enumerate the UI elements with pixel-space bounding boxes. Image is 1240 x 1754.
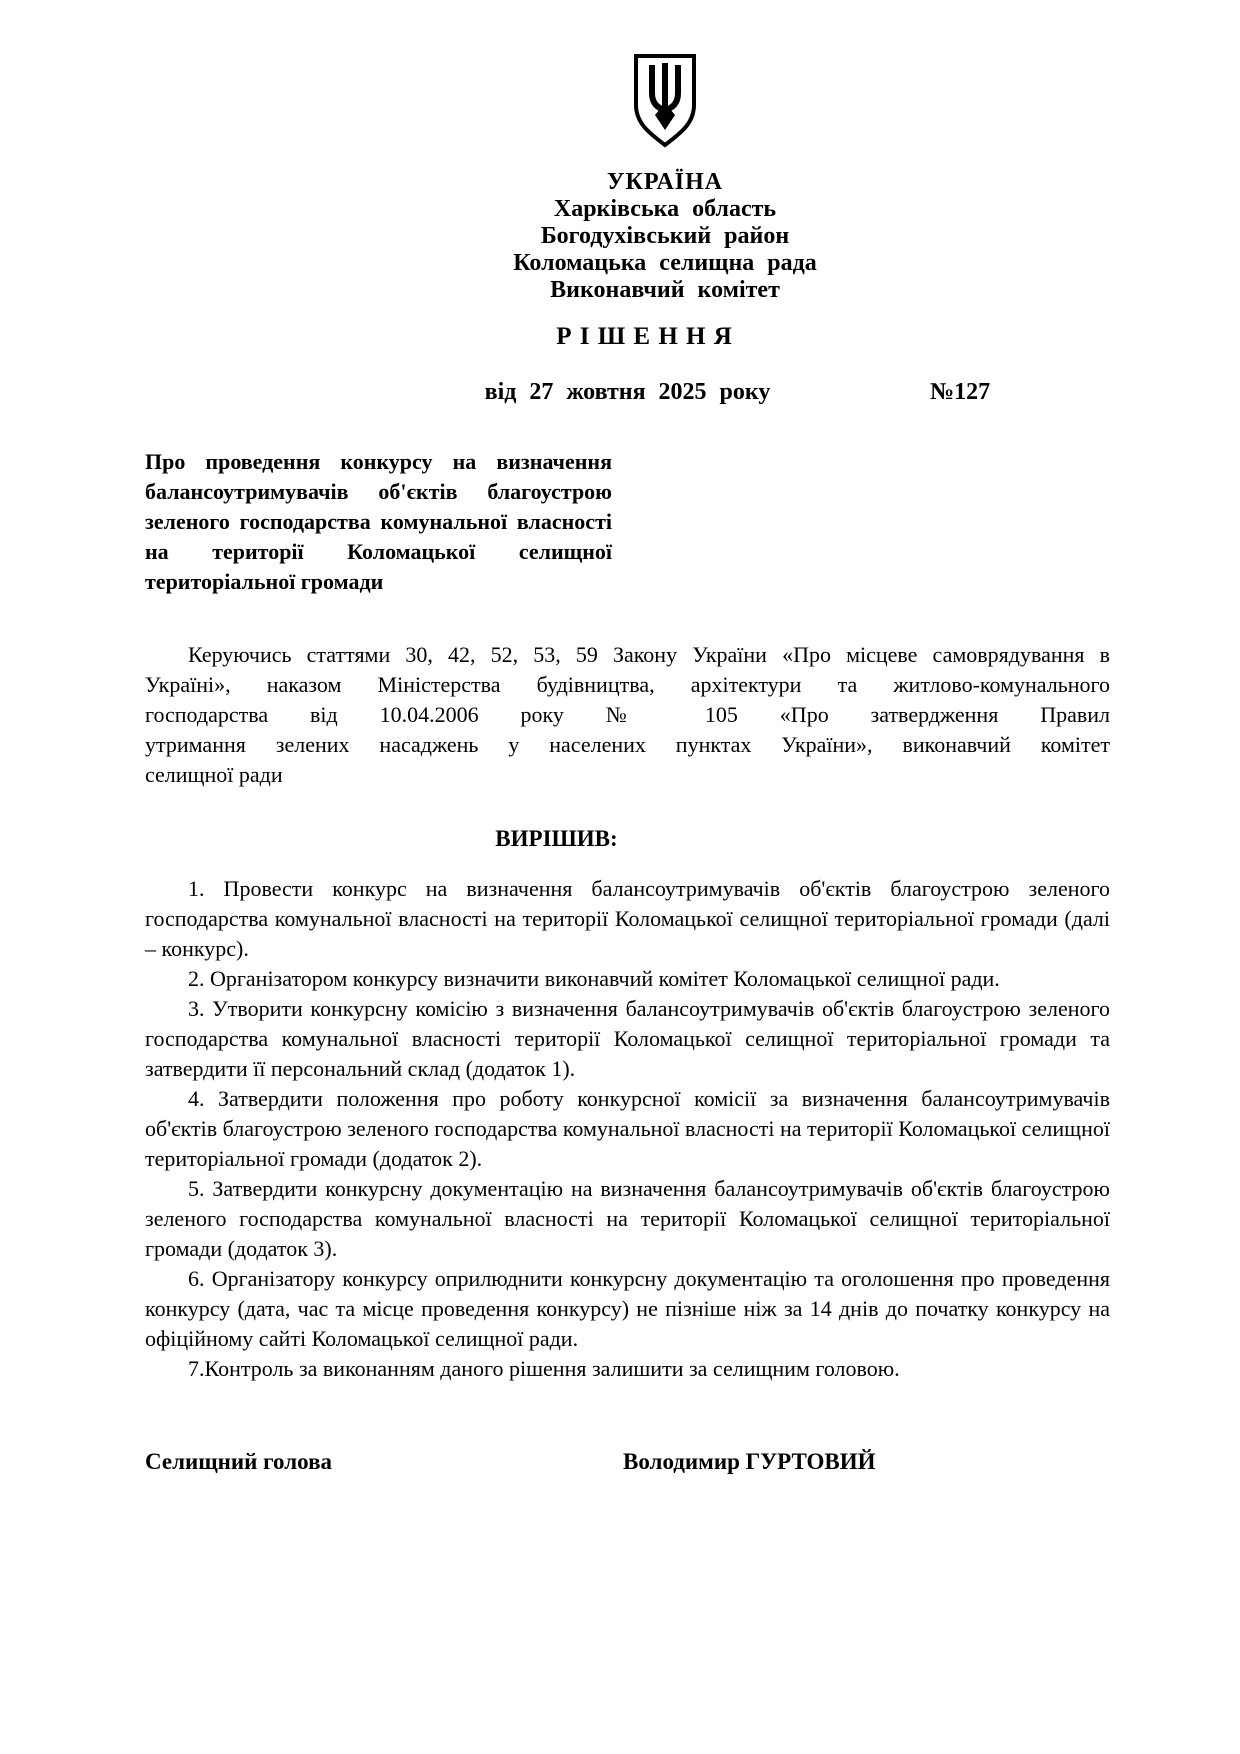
preamble-line: Керуючись статтями 30, 42, 52, 53, 59 Закону України «Про місцеве самоврядування в [188,642,1110,667]
resolution-item: 4. Затвердити положення про роботу конкурсної комісії за визначення балансоутримувачів об'єктів благоустрою зеленого господарства комунальної власності на території Коломацької селищної територіальної громади (додаток 2). [145,1086,1110,1171]
doc-number: №127 [930,379,991,405]
ukraine-trident-emblem-icon [632,53,698,149]
emblem-container [145,53,1110,153]
resolution-item: 5. Затвердити конкурсну документацію на визначення балансоутримувачів об'єктів благоустрою зеленого господарства комунальної власності на території Коломацької селищної територіальної громади (додаток 3). [145,1176,1110,1261]
preamble-line: селищної ради [145,762,283,787]
signature-position: Селищний голова [145,1449,332,1474]
resolution-item: 2. Організатором конкурсу визначити виконавчий комітет Коломацької селищної ради. [188,966,1000,991]
preamble-line: господарства від 10.04.2006 року № 105 «Про затвердження Правил [145,702,1110,727]
preamble-line: Україні», наказом Міністерства будівництва, архітектури та житлово-комунального [145,672,1110,697]
org-country: УКРАЇНА [606,169,724,195]
resolution-item: 6. Організатору конкурсу оприлюднити конкурсну документацію та оголошення про проведення конкурсу (дата, час та місце проведення конкурсу) не пізніше ніж за 14 днів до початку конкурсу на офіційному сайті Коломацької селищної ради. [145,1266,1110,1351]
preamble-line: утримання зелених насаджень у населених пунктах України», виконавчий комітет [145,732,1110,757]
resolution-item: 3. Утворити конкурсну комісію з визначення балансоутримувачів об'єктів благоустрою зеленого господарства комунальної власності території Коломацької селищної територіальної громади та затвердити її персональний склад (додаток 1). [145,996,1110,1081]
resolution-items [145,874,1110,1384]
doc-date: від 27 жовтня 2025 року [484,379,771,405]
resolution-item: 7.Контроль за виконанням даного рішення залишити за селищним головою. [188,1356,900,1381]
resolution-item: 1. Провести конкурс на визначення балансоутримувачів об'єктів благоустрою зеленого господарства комунальної власності на території Коломацької селищної територіальної громади (далі – конкурс). [145,876,1110,961]
subject-paragraph: Про проведення конкурсу на визначення балансоутримувачів об'єктів благоустрою зеленого господарства комунальної власності на території Коломацької селищної територіальної громади [145,449,612,594]
signature-name: Володимир ГУРТОВИЙ [623,1449,876,1474]
org-committee: Виконавчий комітет [550,277,780,303]
org-district: Богодухівський район [540,223,790,249]
doc-title: Р І Ш Е Н Н Я [556,323,733,350]
org-region: Харківська область [553,196,777,222]
signature-block [145,1447,1110,1477]
preamble-paragraph [145,640,1110,790]
org-header [145,169,1110,304]
date-row [145,377,1110,407]
resolved-heading: ВИРІШИВ: [495,826,618,851]
org-council: Коломацька селищна рада [513,250,817,276]
